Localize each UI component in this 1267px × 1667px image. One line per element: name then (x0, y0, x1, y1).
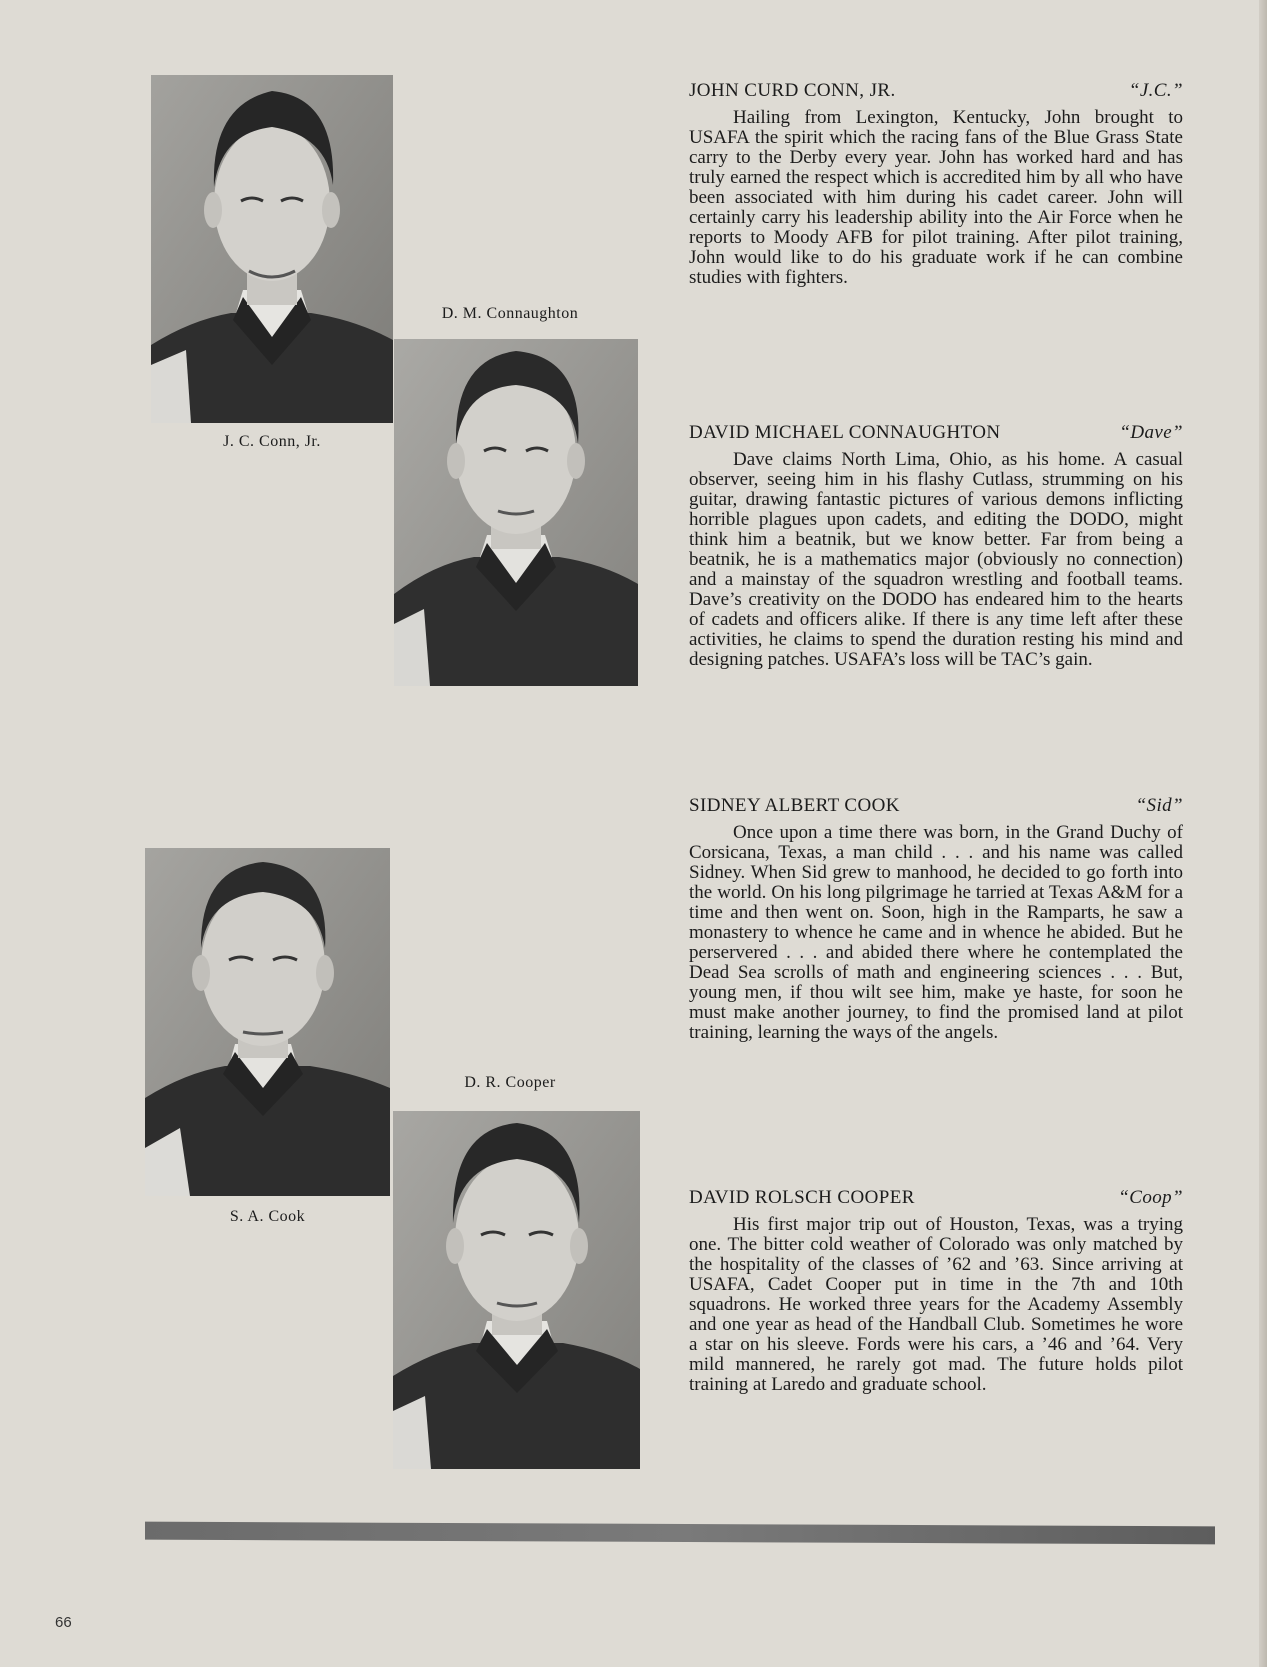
decorative-rule (145, 1522, 1215, 1545)
portrait-cook (145, 848, 390, 1196)
page-edge (1259, 0, 1267, 1667)
bio-heading (689, 422, 1183, 444)
bio-nickname: “Sid” (1135, 795, 1183, 816)
bio-nickname: “Dave” (1119, 422, 1183, 443)
bio-text: Dave claims North Lima, Ohio, as his home. A casual observer, seeing him in his flashy Cutlass, strumming on his guitar, drawing fantastic pictures of various demons inflicting horrible plagues upon cadets, and editing the DODO, might think him a beatnik, but we know better. Far from being a beatnik, he is a mathematics major (obviously no connection) and a mainstay of the squadron wrestling and football teams. Dave’s creativity on the DODO has endeared him to the hearts of cadets and officers alike. If there is any time left after these activities, he claims to spend the duration resting his mind and designing patches. USAFA’s loss will be TAC’s gain. (689, 449, 1183, 670)
bio-text: Once upon a time there was born, in the Grand Duchy of Corsicana, Texas, a man child . . . and his name was called Sidney. When Sid grew to manhood, he decided to go forth into the world. On his long pilgrimage he tarried at Texas A&M for a time and then went on. Soon, high in the Ramparts, he saw a monastery to whence he came and in whence he abided. But he perservered . . . and abided there where he contemplated the Dead Sea scrolls of math and engineering sciences . . . But, young men, if thou wilt see him, make ye haste, for soon he must make another journey, to find the promised land at pilot training, learning the ways of the angels. (689, 822, 1183, 1043)
bio-name: JOHN CURD CONN, JR. (689, 80, 896, 101)
bio-heading (689, 1187, 1183, 1209)
portrait-cooper (393, 1111, 640, 1469)
bio-text: His first major trip out of Houston, Texas, was a trying one. The bitter cold weather of Colorado was only matched by the hospitality of the classes of ’62 and ’63. Since arriving at USAFA, Cadet Cooper put in time in the 7th and 10th squadrons. He worked three years for the Academy Assembly and one year as head of the Handball Club. Sometimes he wore a star on his sleeve. Fords were his cars, a ’46 and ’64. Very mild mannered, he rarely got mad. The future holds pilot training at Laredo and graduate school. (689, 1214, 1183, 1395)
caption-connaughton: D. M. Connaughton (441, 305, 579, 322)
bio-cook (689, 795, 1183, 1043)
caption-conn: J. C. Conn, Jr. (223, 433, 321, 450)
caption-cook: S. A. Cook (229, 1208, 306, 1225)
bio-conn (689, 80, 1183, 288)
bio-nickname: “Coop” (1118, 1187, 1183, 1208)
bio-name: DAVID MICHAEL CONNAUGHTON (689, 422, 1001, 443)
portrait-conn (151, 75, 393, 423)
portrait-connaughton (394, 339, 638, 686)
bio-cooper (689, 1187, 1183, 1395)
bio-text: Hailing from Lexington, Kentucky, John brought to USAFA the spirit which the racing fans of the Blue Grass State carry to the Derby every year. John has worked hard and has truly earned the respect which is accredited him by all who have been associated with him during his cadet career. John will certainly carry his leadership ability into the Air Force when he reports to Moody AFB for pilot training. After pilot training, John would like to do his graduate work if he can combine studies with fighters. (689, 107, 1183, 288)
bio-nickname: “J.C.” (1128, 80, 1183, 101)
bio-name: DAVID ROLSCH COOPER (689, 1187, 915, 1208)
caption-cooper: D. R. Cooper (464, 1074, 556, 1091)
bio-heading (689, 80, 1183, 102)
bio-name: SIDNEY ALBERT COOK (689, 795, 900, 816)
bio-heading (689, 795, 1183, 817)
page-number: 66 (55, 1614, 72, 1631)
bio-connaughton (689, 422, 1183, 670)
